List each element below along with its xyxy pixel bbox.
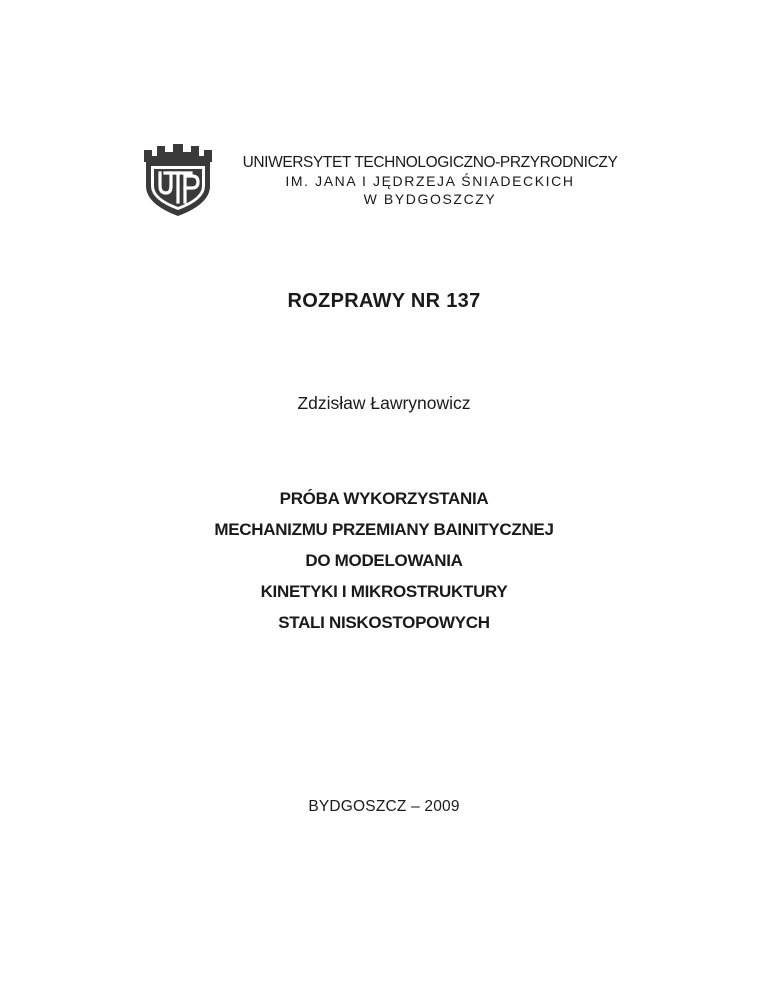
place-and-year: BYDGOSZCZ – 2009 (308, 798, 460, 815)
university-name-line-1: UNIWERSYTET TECHNOLOGICZNO-PRZYRODNICZY (242, 154, 618, 171)
title-line-1: PRÓBA WYKORZYSTANIA (279, 489, 489, 508)
university-name (220, 154, 640, 208)
series-number: ROZPRAWY NR 137 (287, 290, 481, 312)
title-line-2: MECHANIZMU PRZEMIANY BAINITYCZNEJ (214, 520, 554, 539)
university-name-line-3: W BYDGOSZCZY (363, 191, 497, 207)
title-line-3: DO MODELOWANIA (305, 551, 463, 570)
university-name-line-2: IM. JANA I JĘDRZEJA ŚNIADECKICH (285, 173, 575, 189)
book-title (0, 483, 768, 638)
university-header (140, 140, 640, 220)
title-line-4: KINETYKI I MIKROSTRUKTURY (260, 582, 508, 601)
university-crest-icon (140, 140, 216, 218)
author-name: Zdzisław Ławrynowicz (297, 393, 471, 413)
title-line-5: STALI NISKOSTOPOWYCH (278, 613, 490, 632)
